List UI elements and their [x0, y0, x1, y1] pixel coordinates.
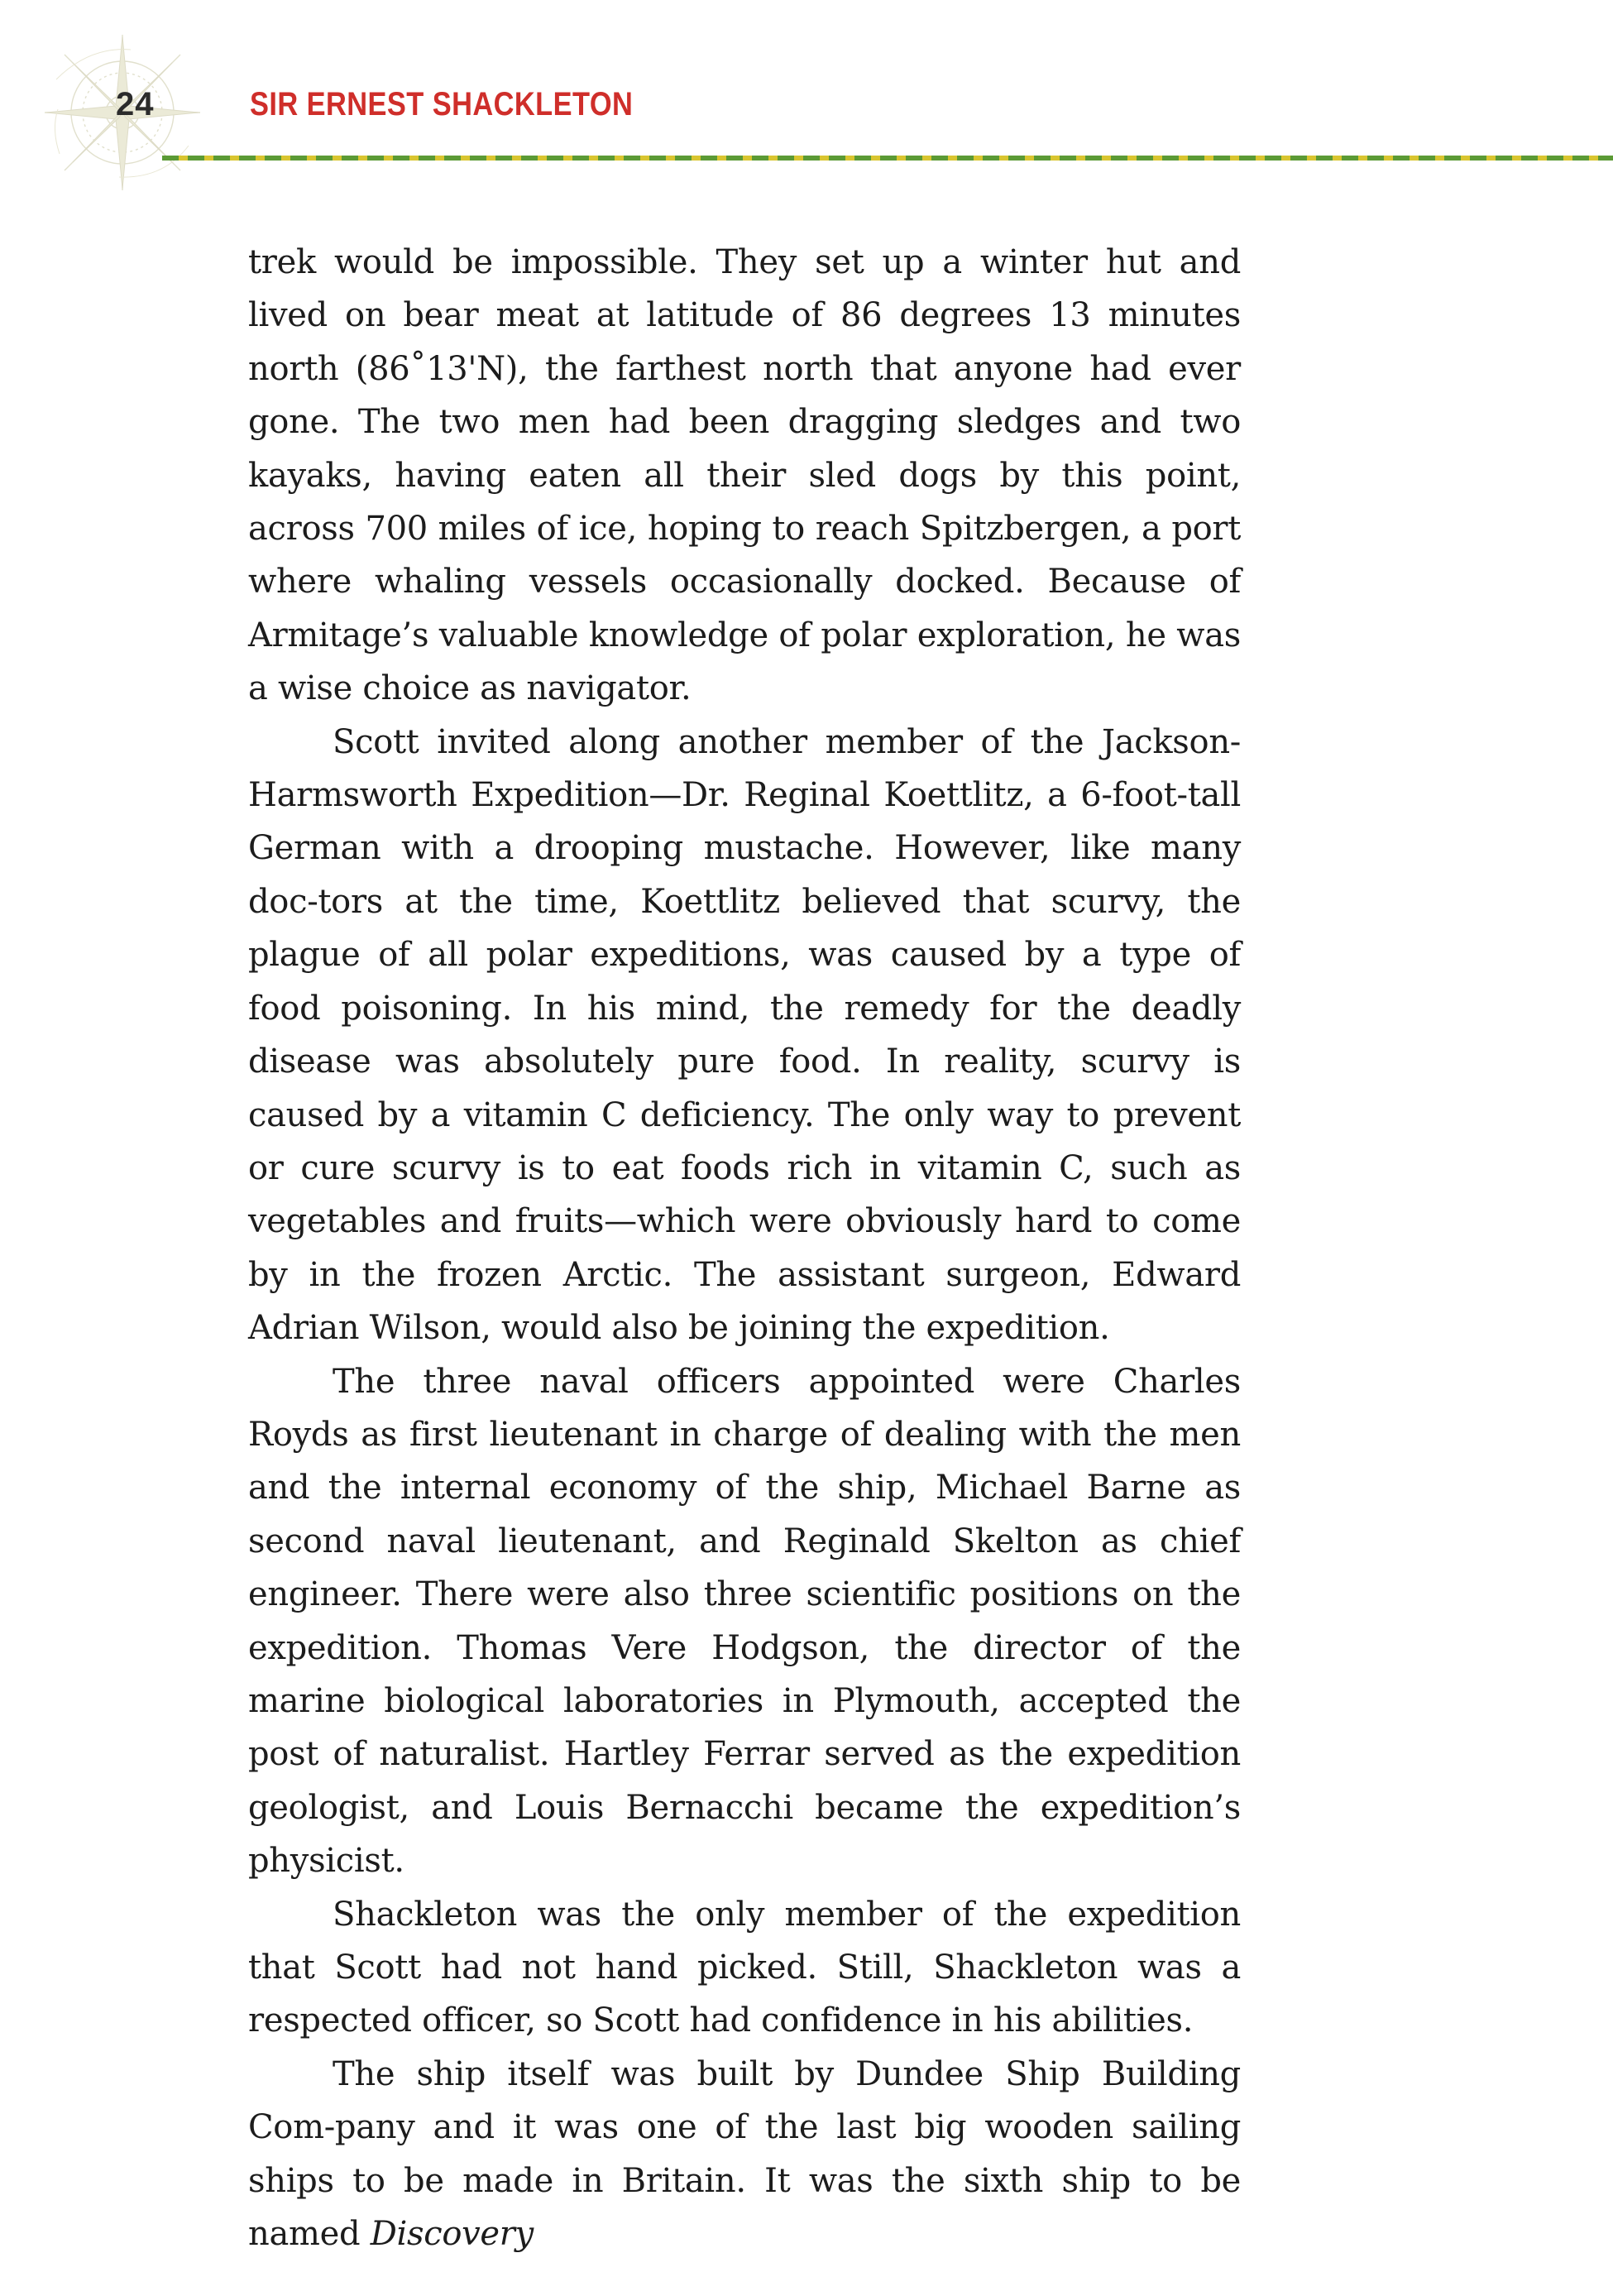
- paragraph: Scott invited along another member of the Jackson-Harmsworth Expedition—Dr. Reginal Koettlitz, a 6-foot-tall German with a drooping mustache. However, like many doc-tors at the time, Koettlitz believed that scurvy, the plague of all polar expeditions, was caused by a type of food poisoning. In his mind, the remedy for the deadly disease was absolutely pure food. In reality, scurvy is caused by a vitamin C deficiency. The only way to prevent or cure scurvy is to eat foods rich in vitamin C, such as vegetables and fruits—which were obviously hard to come by in the frozen Arctic. The assistant surgeon, Edward Adrian Wilson, would also be joining the expedition.: [248, 722, 1241, 1348]
- body-text: [248, 236, 1241, 2260]
- paragraph: The three naval officers appointed were Charles Royds as first lieutenant in charge of dealing with the men and the internal economy of the ship, Michael Barne as second naval lieutenant, and Reginald Skelton as chief engineer. There were also three scientific positions on the expedition. Thomas Vere Hodgson, the director of the marine biological laboratories in Plymouth, accepted the post of naturalist. Hartley Ferrar served as the expedition geologist, and Louis Bernacchi became the expedition’s physicist.: [248, 1362, 1241, 1881]
- paragraph-text: The ship itself was built by Dundee Ship Building Com-pany and it was one of the last big wooden sailing ships to be made in Britain. It was the sixth ship to be named: [248, 2054, 1241, 2254]
- paragraph: [248, 2048, 1241, 2261]
- header-dashed-rule: [162, 154, 1613, 162]
- paragraph: trek would be impossible. They set up a winter hut and lived on bear meat at latitude of 86 degrees 13 minutes north (86˚13'N), the farthest north that anyone had ever gone. The two men had been dragging sledges and two kayaks, having eaten all their sled dogs by this point, across 700 miles of ice, hoping to reach Spitzbergen, a port where whaling vessels occasionally docked. Because of Armitage’s valuable knowledge of polar exploration, he was a wise choice as navigator.: [248, 243, 1241, 708]
- page-number: 24: [116, 86, 155, 122]
- running-head-title: SIR ERNEST SHACKLETON: [250, 86, 634, 122]
- paragraph: Shackleton was the only member of the expedition that Scott had not hand picked. Still, Shackleton was a respected officer, so Scott had confidence in his abilities.: [248, 1895, 1241, 2040]
- ship-name-italic: Discovery: [370, 2215, 534, 2254]
